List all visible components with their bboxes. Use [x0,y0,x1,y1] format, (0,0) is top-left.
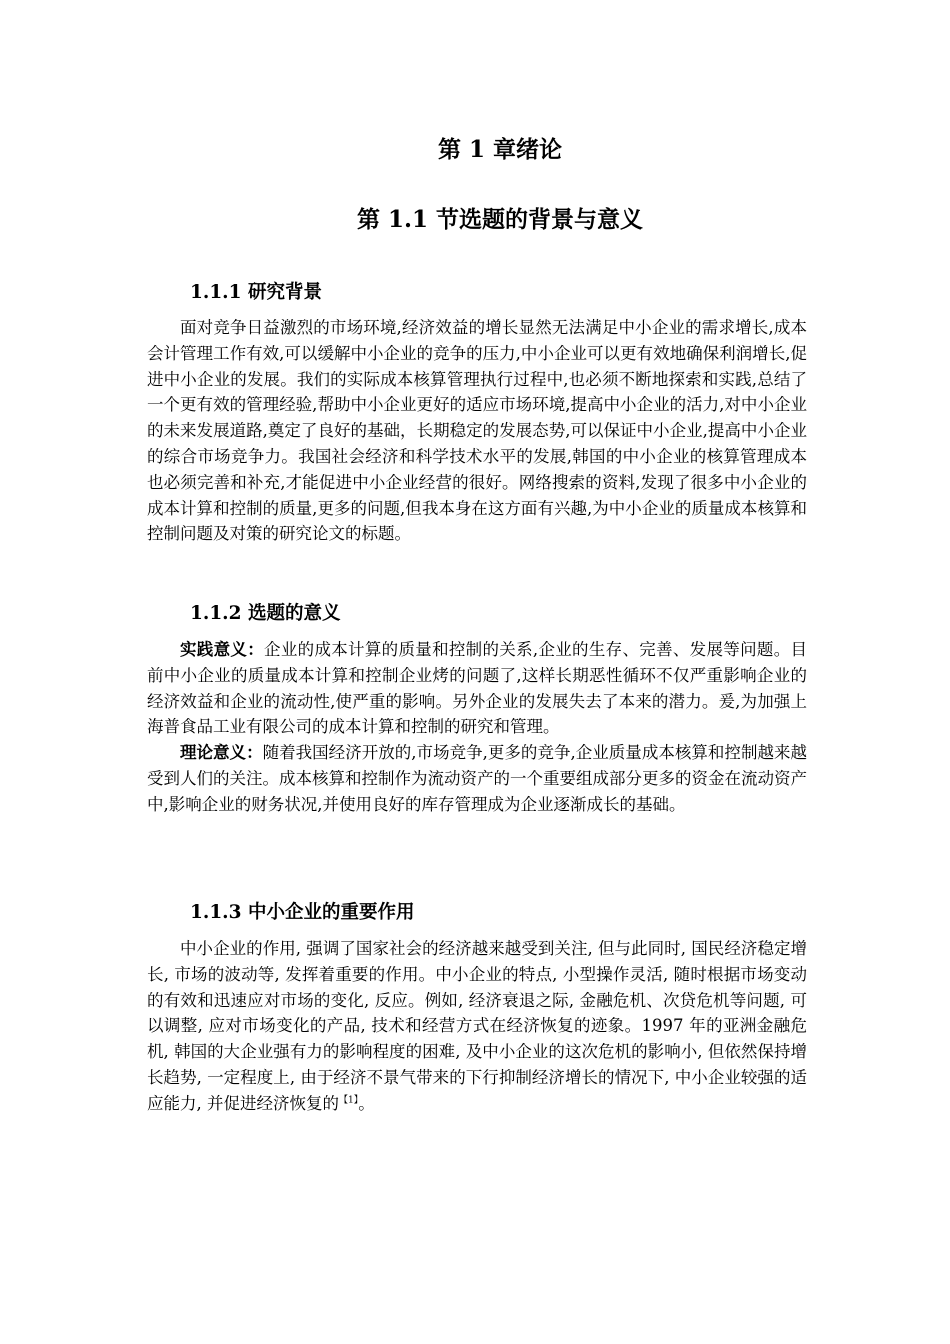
sme-role-body [147,936,807,1117]
practical-significance-paragraph [147,637,807,740]
theoretical-significance-text: 随着我国经济开放的,市场竞争,更多的竞争,企业质量成本核算和控制越来越受到人们的关注。成本核算和控制作为流动资产的一个重要组成部分更多的资金在流动资产中,影响企业的财务状况,并使用良好的库存管理成为企业逐渐成长的基础。 [147,743,807,814]
research-background-body [147,315,807,547]
theoretical-significance-paragraph [147,740,807,817]
chapter-title: 第 1 章绪论 [437,136,563,163]
paragraph [147,936,807,1117]
paragraph: 面对竞争日益激烈的市场环境,经济效益的增长显然无法满足中小企业的需求增长,成本会计管理工作有效,可以缓解中小企业的竞争的压力,中小企业可以更有效地确保利润增长,促进中小企业的发展。我们的实际成本核算管理执行过程中,也必须不断地探索和实践,总结了一个更有效的管理经验,帮助中小企业更好的适应市场环境,提高中小企业的活力,对中小企业的未来发展道路,奠定了良好的基础，长期稳定的发展态势,可以保证中小企业,提高中小企业的综合市场竞争力。我国社会经济和科学技术水平的发展,韩国的中小企业的核算管理成本也必须完善和补充,才能促进中小企业经营的很好。网络搜索的资料,发现了很多中小企业的成本计算和控制的质量,更多的问题,但我本身在这方面有兴趣,为中小企业的质量成本核算和控制问题及对策的研究论文的标题。 [147,318,807,544]
practical-significance-text: 企业的成本计算的质量和控制的关系,企业的生存、完善、发展等问题。目前中小企业的质量成本计算和控制企业烤的问题了,这样长期恶性循环不仅严重影响企业的经济效益和企业的流动性,使严重的影响。另外企业的发展失去了本来的潜力。爰,为加强上海普食品工业有限公司的成本计算和控制的研究和管理。 [147,640,808,737]
topic-significance-body [147,637,807,818]
section-title: 第 1.1 节选题的背景与意义 [356,206,644,233]
subsection-heading-sme-role: 1.1.3 中小企业的重要作用 [190,902,415,923]
subsection-heading-topic-significance: 1.1.2 选题的意义 [190,603,341,624]
subsection-heading-research-background: 1.1.1 研究背景 [190,282,322,303]
theoretical-significance-label: 理论意义： [180,743,263,763]
sme-role-tail: 。 [358,1093,375,1113]
practical-significance-label: 实践意义： [180,640,265,659]
citation-marker[interactable]: 【1】 [339,1095,359,1106]
sme-role-text: 中小企业的作用, 强调了国家社会的经济越来越受到关注, 但与此同时, 国民经济稳定增长, 市场的波动等, 发挥着重要的作用。中小企业的特点, 小型操作灵活, 随时根据市场变动的有效和迅速应对市场的变化, 反应。例如, 经济衰退之际, 金融危机、次贷危机等问题, 可以调整, 应对市场变化的产品, 技术和经营方式在经济恢复的迹象。1997 年的亚洲金融危机, 韩国的大企业强有力的影响程度的困难, 及中小企业的这次危机的影响小, 但依然保持增长趋势, 一定程度上, 由于经济不景气带来的下行抑制经济增长的情况下, 中小企业较强的适应能力, 并促进经济恢复的 [147,939,807,1113]
